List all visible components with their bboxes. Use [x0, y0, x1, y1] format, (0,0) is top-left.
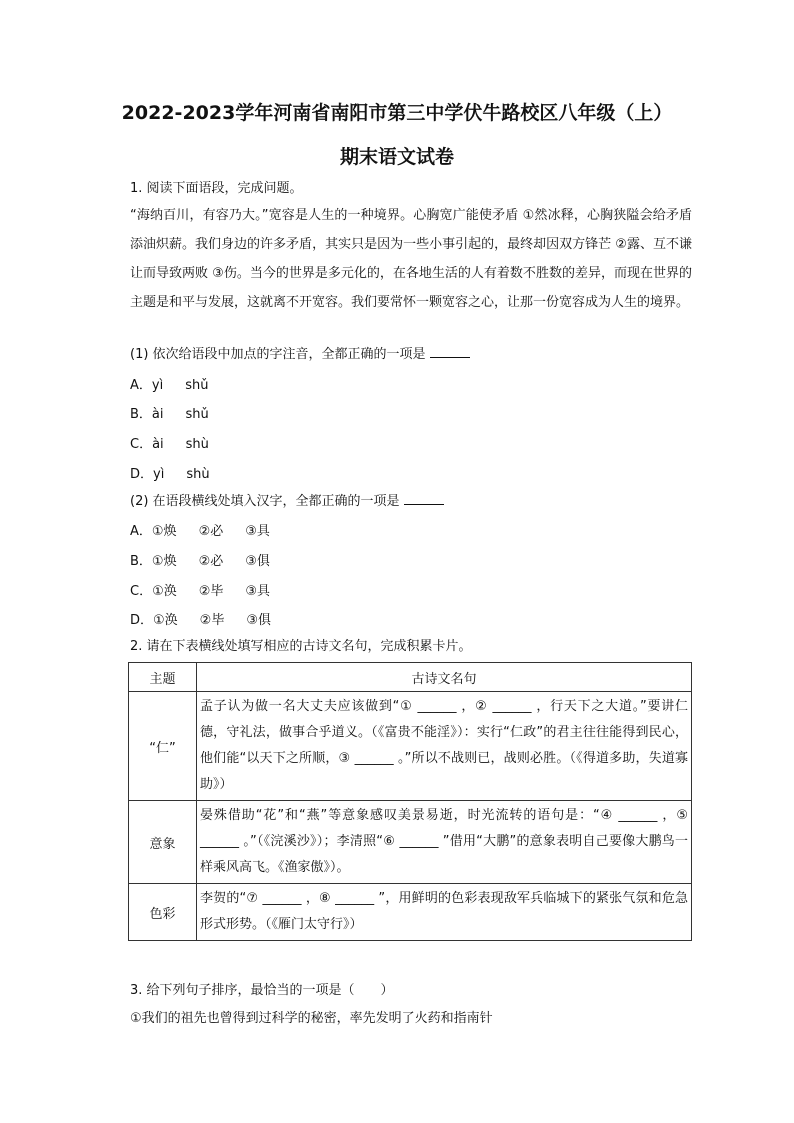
- q2-stem: 2. 请在下表横线处填写相应的古诗文名句，完成积累卡片。: [130, 639, 472, 654]
- option-label: D．①涣: [130, 613, 178, 628]
- q1-sub1-stem-text: (1) 依次给语段中加点的字注音，全都正确的一项是: [130, 347, 426, 362]
- option-label: B．ài: [130, 407, 164, 422]
- header-verses: 古诗文名句: [197, 663, 692, 692]
- q1-stem: 1. 阅读下面语段，完成问题。: [130, 181, 303, 196]
- answer-blank[interactable]: [404, 492, 444, 505]
- q1-sub1-option-c[interactable]: [130, 433, 209, 452]
- row-theme: 色彩: [129, 884, 197, 941]
- option-value: shǔ: [185, 378, 209, 393]
- option-c: ③俱: [246, 613, 271, 628]
- option-c: ③具: [245, 584, 271, 599]
- exam-title-line2: 期末语文试卷: [339, 146, 454, 168]
- option-b: ②毕: [199, 613, 225, 628]
- option-b: ②必: [198, 554, 224, 569]
- q3-stem: 3. 给下列句子排序，最恰当的一项是（ ）: [130, 983, 394, 998]
- option-label: A．①焕: [130, 524, 177, 539]
- q1-sub2-option-c[interactable]: [130, 580, 270, 599]
- row-theme: “仁”: [129, 692, 197, 801]
- option-label: C．①涣: [130, 584, 177, 599]
- option-c: ③俱: [245, 554, 270, 569]
- q1-sub1-option-b[interactable]: [130, 403, 209, 422]
- option-label: A．yì: [130, 378, 164, 393]
- q1-passage: “海纳百川，有容乃大。”宽容是人生的一种境界。心胸宽广能使矛盾 ①然冰释，心胸狭隘会给矛盾添油炽薪。我们身边的许多矛盾，其实只是因为一些小事引起的，最终却因双方锋芒 ②露、互不谦让而导致两败 ③伤。当今的世界是多元化的，在各地生活的人有着数不胜数的差异，而现在世界的主题是和平与发展，这就离不开宽容。我们要常怀一颗宽容之心，让那一份宽容成为人生的境界。: [130, 208, 692, 310]
- row-content[interactable]: 李贺的“⑦ ______ ，⑧ ______ ”，用鲜明的色彩表现敌军兵临城下的紧张气氛和危急形式形势。（《雁门太守行》）: [197, 884, 692, 941]
- table-row: [129, 884, 692, 941]
- answer-blank[interactable]: [430, 345, 470, 358]
- table-row: [129, 692, 692, 801]
- exam-title-line1: 2022-2023学年河南省南阳市第三中学伏牛路校区八年级（上）: [121, 102, 673, 124]
- row-content[interactable]: 晏殊借助“花”和“燕”等意象感叹美景易逝，时光流转的语句是：“④ ______ ，⑤ ______ 。”（《浣溪沙》）；李清照“⑥ ______ ”借用“大鹏”的意象表明自己要像大鹏鸟一样乘风高飞。《渔家傲》）。: [197, 801, 692, 884]
- q1-sub1-option-d[interactable]: [130, 463, 210, 482]
- option-c: ③具: [245, 524, 270, 539]
- option-value: shù: [185, 437, 209, 452]
- option-label: D．yì: [130, 467, 165, 482]
- header-theme: 主题: [129, 663, 197, 692]
- q1-sub2-option-d[interactable]: [130, 609, 271, 628]
- row-theme: 意象: [129, 801, 197, 884]
- option-label: B．①焕: [130, 554, 177, 569]
- q1-sub1-stem: [130, 345, 470, 364]
- q1-sub2-stem: [130, 492, 444, 511]
- option-value: shǔ: [185, 407, 209, 422]
- option-label: C．ài: [130, 437, 164, 452]
- q3-item-1: ①我们的祖先也曾得到过科学的秘密，率先发明了火药和指南针: [130, 1011, 493, 1026]
- row-content[interactable]: 孟子认为做一名大丈夫应该做到“① ______ ，② ______ ，行天下之大道。”要讲仁德，守礼法，做事合乎道义。（《富贵不能淫》）：实行“仁政”的君主往往能得到民心，他们能“以天下之所顺，③ ______ 。”所以不战则已，战则必胜。（《得道多助，失道寡助》）: [197, 692, 692, 801]
- q1-sub2-option-b[interactable]: [130, 550, 270, 569]
- q1-sub2-option-a[interactable]: [130, 520, 270, 539]
- q1-sub2-stem-text: (2) 在语段横线处填入汉字，全都正确的一项是: [130, 494, 400, 509]
- option-value: shù: [186, 467, 210, 482]
- q1-sub1-option-a[interactable]: [130, 374, 208, 393]
- accumulation-card-table: [128, 662, 692, 941]
- table-header-row: [129, 663, 692, 692]
- option-b: ②毕: [198, 584, 224, 599]
- table-row: [129, 801, 692, 884]
- option-b: ②必: [198, 524, 224, 539]
